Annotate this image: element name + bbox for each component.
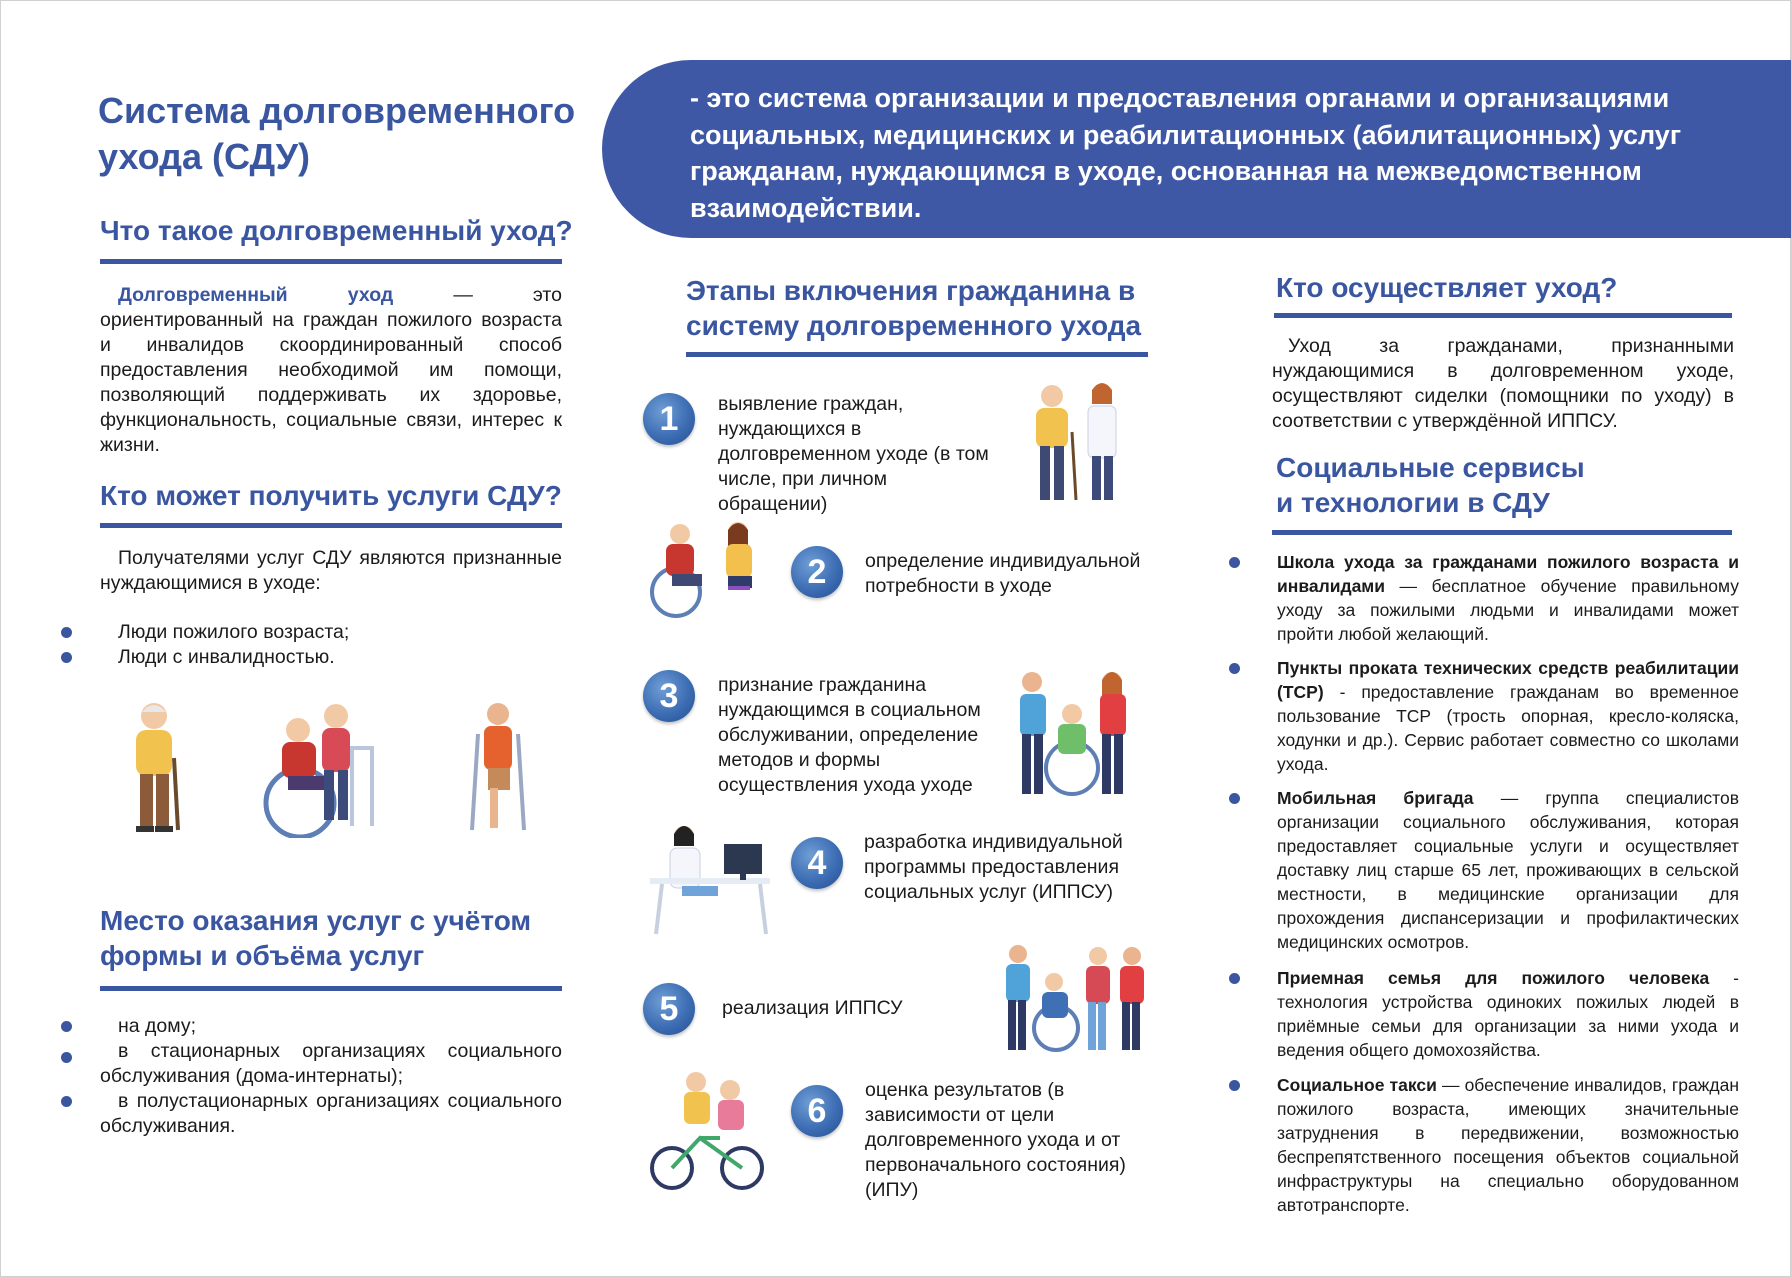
family-wheelchair-illustration (1012, 668, 1132, 802)
who-cares-paragraph: Уход за гражданами, признанными нуждающимися в долговременном уходе, осуществляют сиделки (помощники по уходу) в соответствии с утверждённой ИППСУ. (1272, 335, 1734, 432)
definition-banner (602, 60, 1791, 238)
place-rule (100, 986, 562, 991)
wheelchair-couple-illustration (258, 698, 388, 838)
place-item: в полустационарных организациях социального обслуживания. (100, 1090, 562, 1137)
service-item: Приемная семья для пожилого человека - технология устройства одиноких пожилых людей в приёмные семьи для организации за ними ухода и ведения общего домохозяйства. (1277, 968, 1739, 1060)
elderly-and-doctor-illustration (1026, 382, 1126, 504)
services-heading: Социальные сервисы и технологии в СДУ (1276, 452, 1585, 518)
what-heading: Что такое долговременный уход? (100, 215, 573, 246)
specialist-at-computer-illustration (648, 822, 772, 938)
who-gets-rule (100, 523, 562, 528)
care-team-illustration (1000, 942, 1146, 1054)
wheelchair-consultation-illustration (648, 520, 768, 620)
step-text: выявление граждан, нуждающихся в долговременном уходе (в том числе, при личном обращении) (718, 393, 989, 515)
bullet-dot (61, 652, 72, 663)
step-number-badge: 3 (643, 670, 695, 722)
services-rule (1272, 530, 1732, 535)
who-gets-heading: Кто может получить услуги СДУ? (100, 480, 562, 511)
elderly-couple-bicycle-illustration (650, 1068, 764, 1192)
who-cares-heading: Кто осуществляет уход? (1276, 272, 1618, 303)
bullet-dot (61, 1052, 72, 1063)
step-text: определение индивидуальной потребности в уходе (865, 550, 1141, 597)
who-gets-item: Люди с инвалидностью. (118, 646, 335, 668)
who-gets-paragraph: Получателями услуг СДУ являются признанные нуждающимися в уходе: (100, 547, 562, 594)
bullet-dot (1229, 557, 1240, 568)
step-number-badge: 4 (791, 837, 843, 889)
bullet-dot (61, 627, 72, 638)
place-item: в стационарных организациях социального обслуживания (дома-интернаты); (100, 1040, 562, 1087)
what-paragraph: Долговременный уход — это ориентированный на граждан пожилого возраста и инвалидов скоординированный способ предоставления необходимой им помощи, позволяющий поддерживать их здоровье, функциональность, социальные связи, интерес к жизни. (100, 284, 562, 456)
place-item: на дому; (118, 1015, 197, 1037)
step-number-badge: 6 (791, 1085, 843, 1137)
elderly-man-cane-illustration (118, 698, 190, 838)
bullet-dot (1229, 793, 1240, 804)
step-text: реализация ИППСУ (722, 997, 903, 1019)
step-number-badge: 2 (791, 546, 843, 598)
step-number-badge: 1 (643, 393, 695, 445)
who-gets-item: Люди пожилого возраста; (118, 621, 350, 643)
bullet-dot (61, 1096, 72, 1107)
service-item: Пункты проката технических средств реабилитации (ТСР) - предоставление гражданам во временное пользование ТСР (трость опорная, кресло-коляска, ходунки и др.). Сервис работает совместно со школами ухода. (1277, 658, 1739, 774)
page-title: Система долговременного ухода (СДУ) (98, 90, 576, 177)
service-item: Мобильная бригада — группа специалистов организации социального обслуживания, которая предоставляет социальные услуги и осуществляет доставку лиц старше 65 лет, проживающих в сельской местности, в медицинские организации для прохождения диспансеризации и профилактических медицинских осмотров. (1277, 788, 1739, 952)
bullet-dot (1229, 663, 1240, 674)
bullet-dot (61, 1021, 72, 1032)
man-crutches-illustration (462, 698, 534, 838)
step-text: разработка индивидуальной программы предоставления социальных услуг (ИППСУ) (864, 831, 1123, 903)
service-item: Социальное такси — обеспечение инвалидов, граждан пожилого возраста, имеющих значительные затруднения в передвижении, возможностью беспрепятственного посещения объектов социальной инфраструктуры на специально оборудованном автотранспорте. (1277, 1075, 1739, 1215)
who-cares-rule (1274, 313, 1732, 318)
step-number-badge: 5 (643, 983, 695, 1035)
step-text: признание гражданина нуждающимся в социальном обслуживании, определение методов и формы осуществления ухода уходе (718, 674, 981, 796)
stages-heading: Этапы включения гражданина в систему долговременного ухода (686, 275, 1142, 341)
what-rule (100, 259, 562, 264)
place-heading: Место оказания услуг с учётом формы и объёма услуг (100, 905, 532, 971)
step-text: оценка результатов (в зависимости от цели долговременного ухода и от первоначального состояния) (ИПУ) (865, 1079, 1126, 1201)
stages-rule (686, 352, 1148, 357)
definition-text: - это система организации и предоставления органами и организациями социальных, медицинских и реабилитационных (абилитационных) услуг гражданам, нуждающимся в уходе, основанная на межведомственном взаимодействии. (690, 83, 1682, 223)
bullet-dot (1229, 973, 1240, 984)
what-keyword: Долговременный уход (118, 284, 394, 306)
bullet-dot (1229, 1080, 1240, 1091)
service-item: Школа ухода за гражданами пожилого возраста и инвалидами — бесплатное обучение правильному уходу за пожилыми людьми и инвалидами может пройти любой желающий. (1277, 552, 1739, 644)
